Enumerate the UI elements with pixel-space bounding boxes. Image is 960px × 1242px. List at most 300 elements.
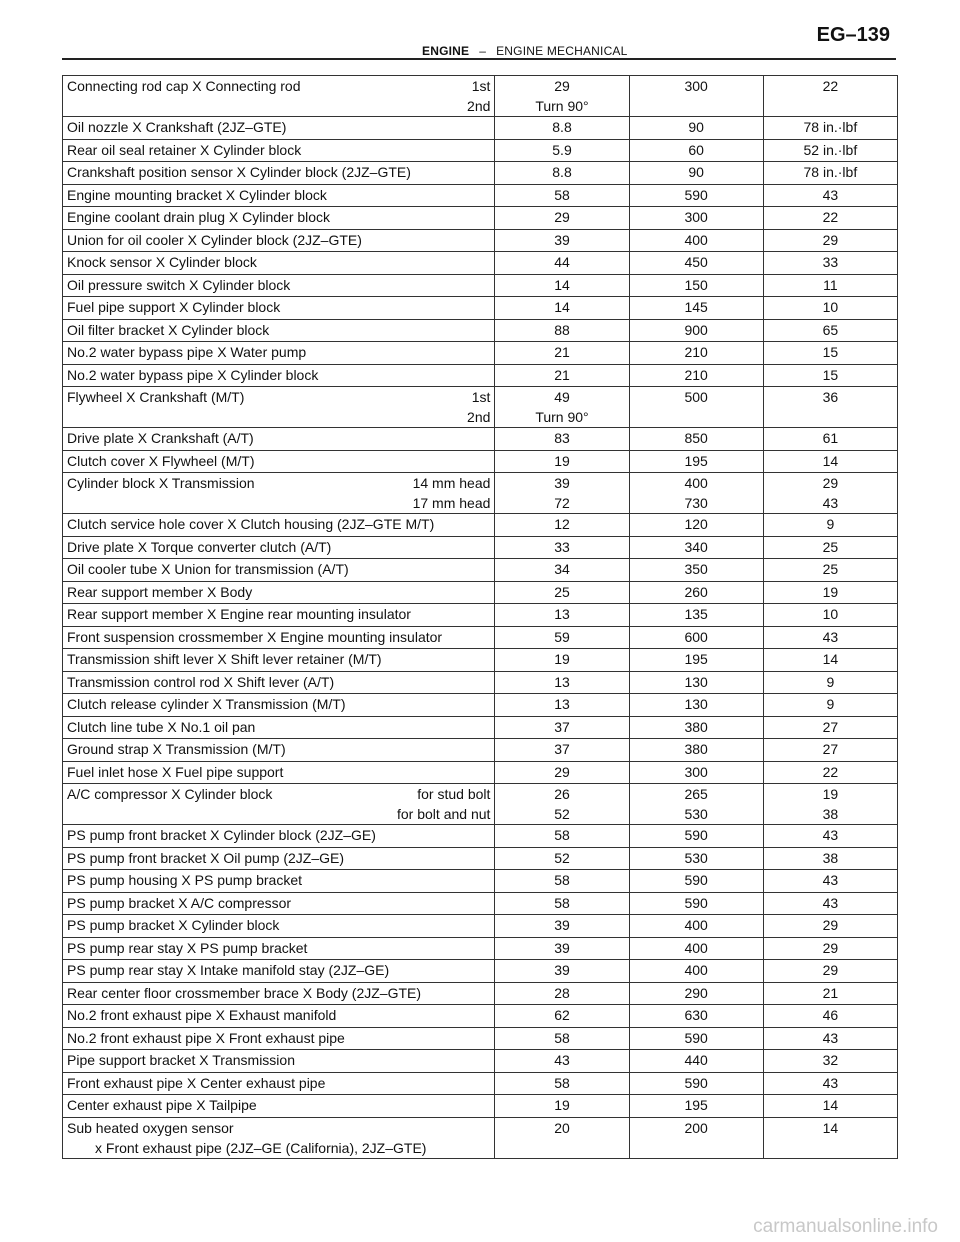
part-name-continued: x Front exhaust pipe (2JZ–GE (California), 2JZ–GTE): [95, 1139, 427, 1156]
value-ftlbf: 36: [822, 389, 839, 405]
torque-kgfcm-cell: [629, 207, 763, 230]
torque-ftlbf-cell: [763, 784, 897, 825]
part-name: No.2 front exhaust pipe X Exhaust manifold: [67, 1007, 337, 1023]
part-cell: [63, 870, 495, 893]
torque-nm-cell: [495, 473, 629, 514]
part-cell: [63, 581, 495, 604]
value-ftlbf: 15: [822, 366, 839, 383]
value-nm: 14: [554, 299, 570, 315]
table-row: [63, 162, 898, 185]
value-ftlbf: 14: [822, 452, 839, 469]
torque-ftlbf-cell: [763, 536, 897, 559]
value-kgfcm: 590: [684, 1029, 708, 1046]
value-nm: 39: [554, 939, 570, 956]
part-line: [67, 473, 490, 493]
torque-nm-cell: [495, 870, 629, 893]
part-name: Clutch line tube X No.1 oil pan: [67, 718, 256, 735]
torque-ftlbf-cell: [763, 387, 897, 428]
value-kgfcm: 850: [684, 430, 708, 446]
table-row: [63, 626, 898, 649]
table-row: [63, 761, 898, 784]
value-nm: 29: [554, 763, 570, 780]
value-nm: 52: [554, 806, 570, 822]
part-cell: [63, 252, 495, 275]
value-ftlbf: 19: [822, 786, 839, 802]
part-name: Fuel inlet hose X Fuel pipe support: [67, 763, 284, 780]
part-name: Front exhaust pipe X Center exhaust pipe: [67, 1074, 326, 1091]
torque-ftlbf-cell: [763, 649, 897, 672]
part-name: Oil nozzle X Crankshaft (2JZ–GTE): [67, 119, 287, 135]
value-kgfcm: 590: [684, 872, 708, 888]
value-nm: 39: [554, 231, 570, 248]
torque-ftlbf-cell: [763, 739, 897, 762]
value-nm: 28: [554, 984, 570, 1001]
value-kgfcm: 400: [684, 475, 708, 491]
value-kgfcm: 135: [684, 606, 708, 622]
value-kgfcm: 300: [684, 78, 708, 94]
part-cell: [63, 229, 495, 252]
value-nm: 37: [554, 741, 570, 757]
torque-spec-body: [63, 76, 898, 1159]
table-row: [63, 364, 898, 387]
torque-kgfcm-cell: [629, 117, 763, 140]
value-kgfcm: 145: [684, 299, 708, 315]
value-kgfcm: 500: [684, 389, 708, 405]
part-name: Crankshaft position sensor X Cylinder block (2JZ–GTE): [67, 164, 411, 180]
torque-nm-cell: [495, 581, 629, 604]
value-ftlbf: 43: [822, 1029, 839, 1046]
table-row: [63, 581, 898, 604]
page-header: [62, 22, 896, 60]
torque-kgfcm-cell: [629, 1027, 763, 1050]
value-ftlbf: 46: [822, 1007, 839, 1023]
value-kgfcm: 590: [684, 827, 708, 843]
value-kgfcm: 300: [684, 209, 708, 225]
torque-nm-cell: [495, 450, 629, 473]
torque-nm-cell: [495, 892, 629, 915]
value-kgfcm: 210: [684, 344, 708, 360]
part-name: Front suspension crossmember X Engine mounting insulator: [67, 628, 443, 645]
torque-kgfcm-cell: [629, 739, 763, 762]
part-cell: [63, 784, 495, 825]
value-ftlbf: 14: [822, 651, 839, 667]
part-cell: [63, 937, 495, 960]
table-row: [63, 207, 898, 230]
value-ftlbf: 52 in.·lbf: [803, 141, 858, 158]
torque-ftlbf-cell: [763, 1095, 897, 1118]
part-cell: [63, 319, 495, 342]
torque-ftlbf-cell: [763, 982, 897, 1005]
torque-nm-cell: [495, 319, 629, 342]
part-name: No.2 front exhaust pipe X Front exhaust pipe: [67, 1029, 345, 1046]
torque-kgfcm-cell: [629, 559, 763, 582]
torque-nm-cell: [495, 1095, 629, 1118]
table-row: [63, 139, 898, 162]
table-row: [63, 1095, 898, 1118]
value-nm: 58: [554, 827, 570, 843]
part-name: Knock sensor X Cylinder block: [67, 254, 257, 270]
torque-nm-cell: [495, 387, 629, 428]
torque-nm-cell: [495, 428, 629, 451]
part-name: Drive plate X Torque converter clutch (A/T): [67, 538, 332, 555]
torque-nm-cell: [495, 229, 629, 252]
value-ftlbf: 11: [823, 276, 838, 293]
part-cell: [63, 1005, 495, 1028]
part-cell: [63, 1050, 495, 1073]
part-name: Center exhaust pipe X Tailpipe: [67, 1097, 257, 1113]
value-nm: 19: [554, 452, 570, 469]
table-row: [63, 825, 898, 848]
torque-nm-cell: [495, 937, 629, 960]
part-cell: [63, 825, 495, 848]
part-name: Flywheel X Crankshaft (M/T): [67, 389, 245, 405]
torque-ftlbf-cell: [763, 716, 897, 739]
part-cell: [63, 915, 495, 938]
torque-ftlbf-cell: [763, 297, 897, 320]
table-row: [63, 847, 898, 870]
torque-kgfcm-cell: [629, 1005, 763, 1028]
part-cell: [63, 1072, 495, 1095]
value-kgfcm: 300: [684, 763, 708, 780]
value-kgfcm: 120: [684, 516, 708, 532]
torque-ftlbf-cell: [763, 364, 897, 387]
part-cell: [63, 274, 495, 297]
value-nm: 13: [554, 696, 570, 712]
part-name: PS pump front bracket X Cylinder block (2JZ–GE): [67, 827, 376, 843]
value-kgfcm: 630: [684, 1007, 708, 1023]
value-kgfcm: 530: [684, 849, 708, 866]
torque-ftlbf-cell: [763, 559, 897, 582]
value-ftlbf: 14: [822, 1119, 839, 1136]
part-cell: [63, 139, 495, 162]
value-nm: 62: [554, 1007, 570, 1023]
value-ftlbf: 43: [822, 495, 839, 511]
part-cell: [63, 1117, 495, 1158]
torque-ftlbf-cell: [763, 162, 897, 185]
torque-nm-cell: [495, 342, 629, 365]
torque-kgfcm-cell: [629, 649, 763, 672]
value-kgfcm: 400: [684, 962, 708, 978]
value-ftlbf: 29: [822, 939, 839, 956]
torque-ftlbf-cell: [763, 428, 897, 451]
table-row: [63, 649, 898, 672]
part-name: Pipe support bracket X Transmission: [67, 1052, 295, 1068]
torque-nm-cell: [495, 915, 629, 938]
value-nm: 12: [554, 516, 570, 532]
part-line: [67, 76, 490, 96]
table-row: [63, 671, 898, 694]
value-nm: Turn 90°: [535, 98, 589, 114]
table-row: [63, 716, 898, 739]
torque-nm-cell: [495, 784, 629, 825]
torque-ftlbf-cell: [763, 1072, 897, 1095]
part-name: No.2 water bypass pipe X Water pump: [67, 344, 307, 360]
part-cell: [63, 982, 495, 1005]
part-name: Clutch service hole cover X Clutch housing (2JZ–GTE M/T): [67, 516, 435, 532]
table-row: [63, 450, 898, 473]
part-step-label: for stud bolt: [417, 786, 491, 802]
value-kgfcm: 340: [684, 538, 708, 555]
torque-kgfcm-cell: [629, 604, 763, 627]
torque-kgfcm-cell: [629, 1117, 763, 1158]
value-ftlbf: 29: [822, 962, 839, 978]
value-kgfcm: 130: [684, 696, 708, 712]
torque-ftlbf-cell: [763, 450, 897, 473]
torque-kgfcm-cell: [629, 716, 763, 739]
torque-ftlbf-cell: [763, 1005, 897, 1028]
part-step-label: 2nd: [467, 409, 491, 425]
table-row: [63, 1117, 898, 1158]
torque-kgfcm-cell: [629, 982, 763, 1005]
value-kgfcm: 195: [684, 452, 708, 469]
value-ftlbf: 43: [822, 827, 839, 843]
part-name: Engine mounting bracket X Cylinder block: [67, 186, 327, 203]
value-ftlbf: 9: [826, 516, 835, 532]
torque-kgfcm-cell: [629, 184, 763, 207]
table-row: [63, 342, 898, 365]
table-row: [63, 274, 898, 297]
part-name: Rear support member X Engine rear mounting insulator: [67, 606, 411, 622]
value-nm: 44: [554, 254, 570, 270]
torque-kgfcm-cell: [629, 761, 763, 784]
torque-ftlbf-cell: [763, 1027, 897, 1050]
part-cell: [63, 536, 495, 559]
part-name: PS pump front bracket X Oil pump (2JZ–GE): [67, 849, 344, 866]
torque-nm-cell: [495, 960, 629, 983]
part-step-label: 1st: [471, 389, 491, 405]
value-kgfcm: 450: [684, 254, 708, 270]
part-cell: [63, 649, 495, 672]
part-cell: [63, 473, 495, 514]
value-ftlbf: 43: [822, 894, 839, 911]
value-nm: 34: [554, 561, 570, 577]
part-name: Sub heated oxygen sensor: [67, 1119, 234, 1136]
part-cell: [63, 604, 495, 627]
table-row: [63, 387, 898, 428]
torque-nm-cell: [495, 1005, 629, 1028]
table-row: [63, 473, 898, 514]
table-row: [63, 1072, 898, 1095]
torque-nm-cell: [495, 274, 629, 297]
value-nm: 72: [554, 495, 570, 511]
value-kgfcm: 60: [688, 141, 704, 158]
value-ftlbf: 21: [822, 984, 839, 1001]
part-name: Clutch cover X Flywheel (M/T): [67, 452, 255, 469]
part-name: Oil pressure switch X Cylinder block: [67, 276, 291, 293]
torque-ftlbf-cell: [763, 937, 897, 960]
torque-ftlbf-cell: [763, 825, 897, 848]
value-kgfcm: 265: [684, 786, 708, 802]
part-cell: [63, 364, 495, 387]
torque-ftlbf-cell: [763, 207, 897, 230]
torque-nm-cell: [495, 847, 629, 870]
table-row: [63, 870, 898, 893]
torque-nm-cell: [495, 297, 629, 320]
torque-nm-cell: [495, 1050, 629, 1073]
torque-kgfcm-cell: [629, 364, 763, 387]
value-nm: 25: [554, 583, 570, 600]
torque-kgfcm-cell: [629, 626, 763, 649]
value-ftlbf: 22: [822, 763, 839, 780]
part-step-label: 17 mm head: [412, 495, 491, 511]
table-row: [63, 1005, 898, 1028]
torque-nm-cell: [495, 536, 629, 559]
header-dash: –: [479, 44, 487, 58]
part-name: Connecting rod cap X Connecting rod: [67, 78, 301, 94]
torque-kgfcm-cell: [629, 229, 763, 252]
table-row: [63, 784, 898, 825]
value-ftlbf: 10: [822, 606, 839, 622]
torque-ftlbf-cell: [763, 473, 897, 514]
value-kgfcm: 900: [684, 321, 708, 338]
value-kgfcm: 380: [684, 718, 708, 735]
value-ftlbf: 33: [822, 254, 839, 270]
torque-nm-cell: [495, 825, 629, 848]
value-nm: 5.9: [552, 141, 572, 158]
value-nm: 13: [554, 606, 570, 622]
value-ftlbf: 14: [822, 1097, 839, 1113]
torque-ftlbf-cell: [763, 342, 897, 365]
torque-ftlbf-cell: [763, 892, 897, 915]
value-nm: 21: [554, 366, 570, 383]
value-kgfcm: 440: [684, 1052, 708, 1068]
part-cell: [63, 1095, 495, 1118]
value-nm: 39: [554, 475, 570, 491]
part-cell: [63, 162, 495, 185]
torque-kgfcm-cell: [629, 915, 763, 938]
value-kgfcm: 210: [684, 366, 708, 383]
header-section: ENGINE: [422, 44, 470, 58]
torque-nm-cell: [495, 671, 629, 694]
value-ftlbf: 65: [822, 321, 839, 338]
value-ftlbf: 29: [822, 475, 839, 491]
part-name: PS pump rear stay X Intake manifold stay (2JZ–GE): [67, 962, 390, 978]
value-ftlbf: 38: [822, 806, 839, 822]
torque-kgfcm-cell: [629, 274, 763, 297]
torque-ftlbf-cell: [763, 1050, 897, 1073]
value-ftlbf: 27: [822, 741, 839, 757]
part-name: A/C compressor X Cylinder block: [67, 786, 273, 802]
torque-ftlbf-cell: [763, 139, 897, 162]
torque-nm-cell: [495, 1072, 629, 1095]
value-ftlbf: 29: [822, 917, 839, 933]
torque-kgfcm-cell: [629, 297, 763, 320]
torque-kgfcm-cell: [629, 473, 763, 514]
part-name: Fuel pipe support X Cylinder block: [67, 299, 281, 315]
value-kgfcm: 530: [684, 806, 708, 822]
value-nm: 26: [554, 786, 570, 802]
torque-kgfcm-cell: [629, 1072, 763, 1095]
value-kgfcm: 350: [684, 561, 708, 577]
value-kgfcm: 590: [684, 186, 708, 203]
torque-ftlbf-cell: [763, 581, 897, 604]
value-ftlbf: 43: [822, 628, 839, 645]
torque-kgfcm-cell: [629, 76, 763, 117]
torque-nm-cell: [495, 364, 629, 387]
part-cell: [63, 847, 495, 870]
torque-kgfcm-cell: [629, 892, 763, 915]
value-nm: 19: [554, 651, 570, 667]
table-row: [63, 252, 898, 275]
torque-nm-cell: [495, 252, 629, 275]
torque-nm-cell: [495, 207, 629, 230]
part-cell: [63, 117, 495, 140]
part-name: Oil cooler tube X Union for transmission (A/T): [67, 561, 349, 577]
torque-kgfcm-cell: [629, 450, 763, 473]
value-nm: Turn 90°: [535, 409, 589, 425]
value-kgfcm: 380: [684, 741, 708, 757]
part-name: Union for oil cooler X Cylinder block (2JZ–GTE): [67, 231, 362, 248]
value-kgfcm: 195: [684, 1097, 708, 1113]
table-row: [63, 536, 898, 559]
torque-kgfcm-cell: [629, 536, 763, 559]
table-row: [63, 117, 898, 140]
torque-nm-cell: [495, 739, 629, 762]
torque-ftlbf-cell: [763, 514, 897, 537]
value-nm: 49: [554, 389, 570, 405]
torque-ftlbf-cell: [763, 915, 897, 938]
torque-ftlbf-cell: [763, 1117, 897, 1158]
torque-kgfcm-cell: [629, 870, 763, 893]
value-nm: 29: [554, 209, 570, 225]
part-cell: [63, 387, 495, 428]
torque-nm-cell: [495, 982, 629, 1005]
torque-kgfcm-cell: [629, 342, 763, 365]
value-nm: 29: [554, 78, 570, 94]
table-row: [63, 892, 898, 915]
part-name: Oil filter bracket X Cylinder block: [67, 321, 270, 338]
table-row: [63, 428, 898, 451]
part-cell: [63, 428, 495, 451]
part-name: Rear oil seal retainer X Cylinder block: [67, 141, 302, 158]
table-row: [63, 1027, 898, 1050]
header-title: [422, 44, 628, 58]
part-name: Transmission shift lever X Shift lever retainer (M/T): [67, 651, 382, 667]
part-cell: [63, 76, 495, 117]
value-ftlbf: 29: [822, 231, 839, 248]
part-name: Ground strap X Transmission (M/T): [67, 741, 286, 757]
value-kgfcm: 590: [684, 894, 708, 911]
part-name: PS pump housing X PS pump bracket: [67, 872, 303, 888]
value-nm: 20: [554, 1119, 570, 1136]
value-nm: 43: [554, 1052, 570, 1068]
torque-kgfcm-cell: [629, 162, 763, 185]
torque-kgfcm-cell: [629, 319, 763, 342]
torque-kgfcm-cell: [629, 937, 763, 960]
value-nm: 14: [554, 276, 570, 293]
torque-nm-cell: [495, 76, 629, 117]
part-name: No.2 water bypass pipe X Cylinder block: [67, 366, 319, 383]
value-ftlbf: 78 in.·lbf: [803, 164, 858, 180]
table-row: [63, 184, 898, 207]
part-cell: [63, 694, 495, 717]
value-ftlbf: 32: [822, 1052, 839, 1068]
torque-kgfcm-cell: [629, 514, 763, 537]
value-ftlbf: 10: [822, 299, 839, 315]
value-nm: 33: [554, 538, 570, 555]
part-cell: [63, 671, 495, 694]
part-line: [67, 387, 490, 407]
torque-ftlbf-cell: [763, 870, 897, 893]
torque-kgfcm-cell: [629, 581, 763, 604]
value-nm: 83: [554, 430, 570, 446]
torque-ftlbf-cell: [763, 847, 897, 870]
value-ftlbf: 15: [822, 344, 839, 360]
part-name: Cylinder block X Transmission: [67, 475, 255, 491]
table-row: [63, 1050, 898, 1073]
value-ftlbf: 19: [822, 583, 839, 600]
torque-kgfcm-cell: [629, 960, 763, 983]
